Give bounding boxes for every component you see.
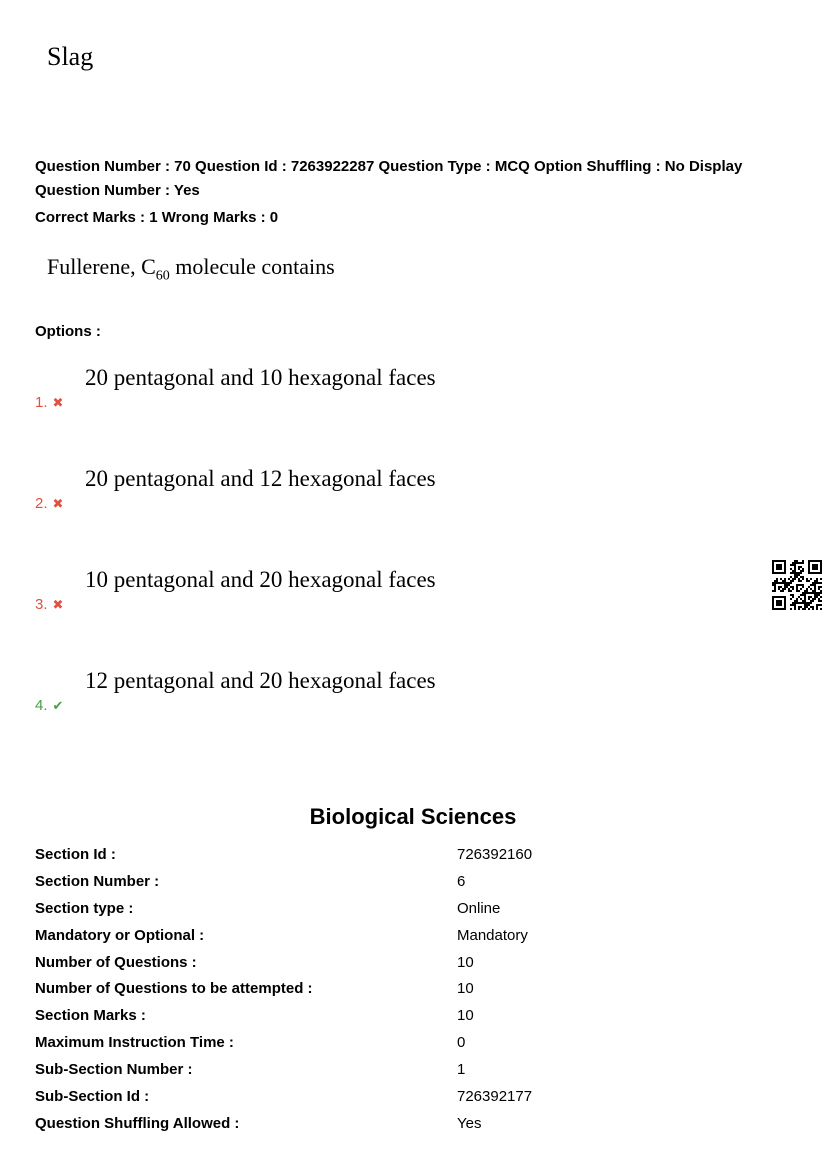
section-field-label: Number of Questions :	[35, 953, 197, 971]
option-row	[35, 364, 735, 411]
section-field-value: 726392160	[457, 846, 533, 863]
option-row	[35, 667, 735, 714]
option-number: 3.	[35, 596, 48, 613]
option-marker	[35, 395, 735, 411]
options-list	[35, 364, 735, 768]
question-text-suffix: molecule contains	[169, 254, 335, 279]
option-number: 4.	[35, 697, 48, 714]
option-text: 10 pentagonal and 20 hexagonal faces	[85, 567, 436, 592]
section-field-value: 726392177	[457, 1088, 533, 1106]
option-row	[35, 566, 735, 613]
section-field-label: Maximum Instruction Time :	[35, 1034, 234, 1052]
section-field-value: 6	[457, 872, 466, 890]
option-text: 20 pentagonal and 12 hexagonal faces	[85, 466, 436, 491]
option-marker	[35, 597, 735, 613]
section-field-value: 10	[457, 980, 474, 998]
section-field-value: Online	[457, 899, 501, 917]
option-number: 2.	[35, 495, 48, 512]
section-field-value: Yes	[457, 1114, 482, 1132]
option-marker	[35, 496, 735, 512]
section-field-value: 10	[457, 953, 474, 971]
option-text: 20 pentagonal and 10 hexagonal faces	[85, 365, 436, 390]
wrong-icon: ✖	[52, 496, 64, 511]
section-details-table	[35, 842, 795, 1138]
correct-icon: ✔	[52, 698, 64, 713]
section-field-value: 10	[457, 1007, 474, 1025]
section-field-label: Section Marks :	[35, 1007, 146, 1025]
question-text-prefix: Fullerene, C	[47, 254, 156, 279]
section-field-label: Number of Questions to be attempted :	[35, 980, 313, 998]
section-field-label: Sub-Section Number :	[35, 1061, 193, 1079]
section-field-value: 1	[457, 1061, 466, 1079]
question-meta-line2: Correct Marks : 1 Wrong Marks : 0	[35, 209, 279, 226]
previous-answer-text: Slag	[47, 42, 94, 71]
question-meta	[35, 155, 797, 233]
section-field-value: Mandatory	[457, 926, 528, 944]
options-label: Options :	[35, 323, 101, 340]
option-text: 12 pentagonal and 20 hexagonal faces	[85, 668, 436, 693]
question-text-subscript: 60	[155, 268, 170, 284]
section-field-label: Section Number :	[35, 872, 160, 890]
section-field-label: Mandatory or Optional :	[35, 926, 205, 944]
wrong-icon: ✖	[52, 395, 64, 410]
wrong-icon: ✖	[52, 597, 64, 612]
option-marker	[35, 698, 735, 714]
qr-code-icon	[772, 560, 822, 610]
section-field-label: Sub-Section Id :	[35, 1088, 150, 1106]
question-meta-line1: Question Number : 70 Question Id : 7263922287 Question Type : MCQ Option Shuffling : No Display Question Number : Yes	[35, 158, 743, 199]
section-field-label: Section Id :	[35, 846, 116, 863]
option-number: 1.	[35, 394, 48, 411]
section-title: Biological Sciences	[309, 804, 517, 829]
section-field-label: Question Shuffling Allowed :	[35, 1114, 240, 1132]
question-text	[47, 252, 335, 291]
section-field-label: Section type :	[35, 899, 134, 917]
section-field-value: 0	[457, 1034, 466, 1052]
option-row	[35, 465, 735, 512]
